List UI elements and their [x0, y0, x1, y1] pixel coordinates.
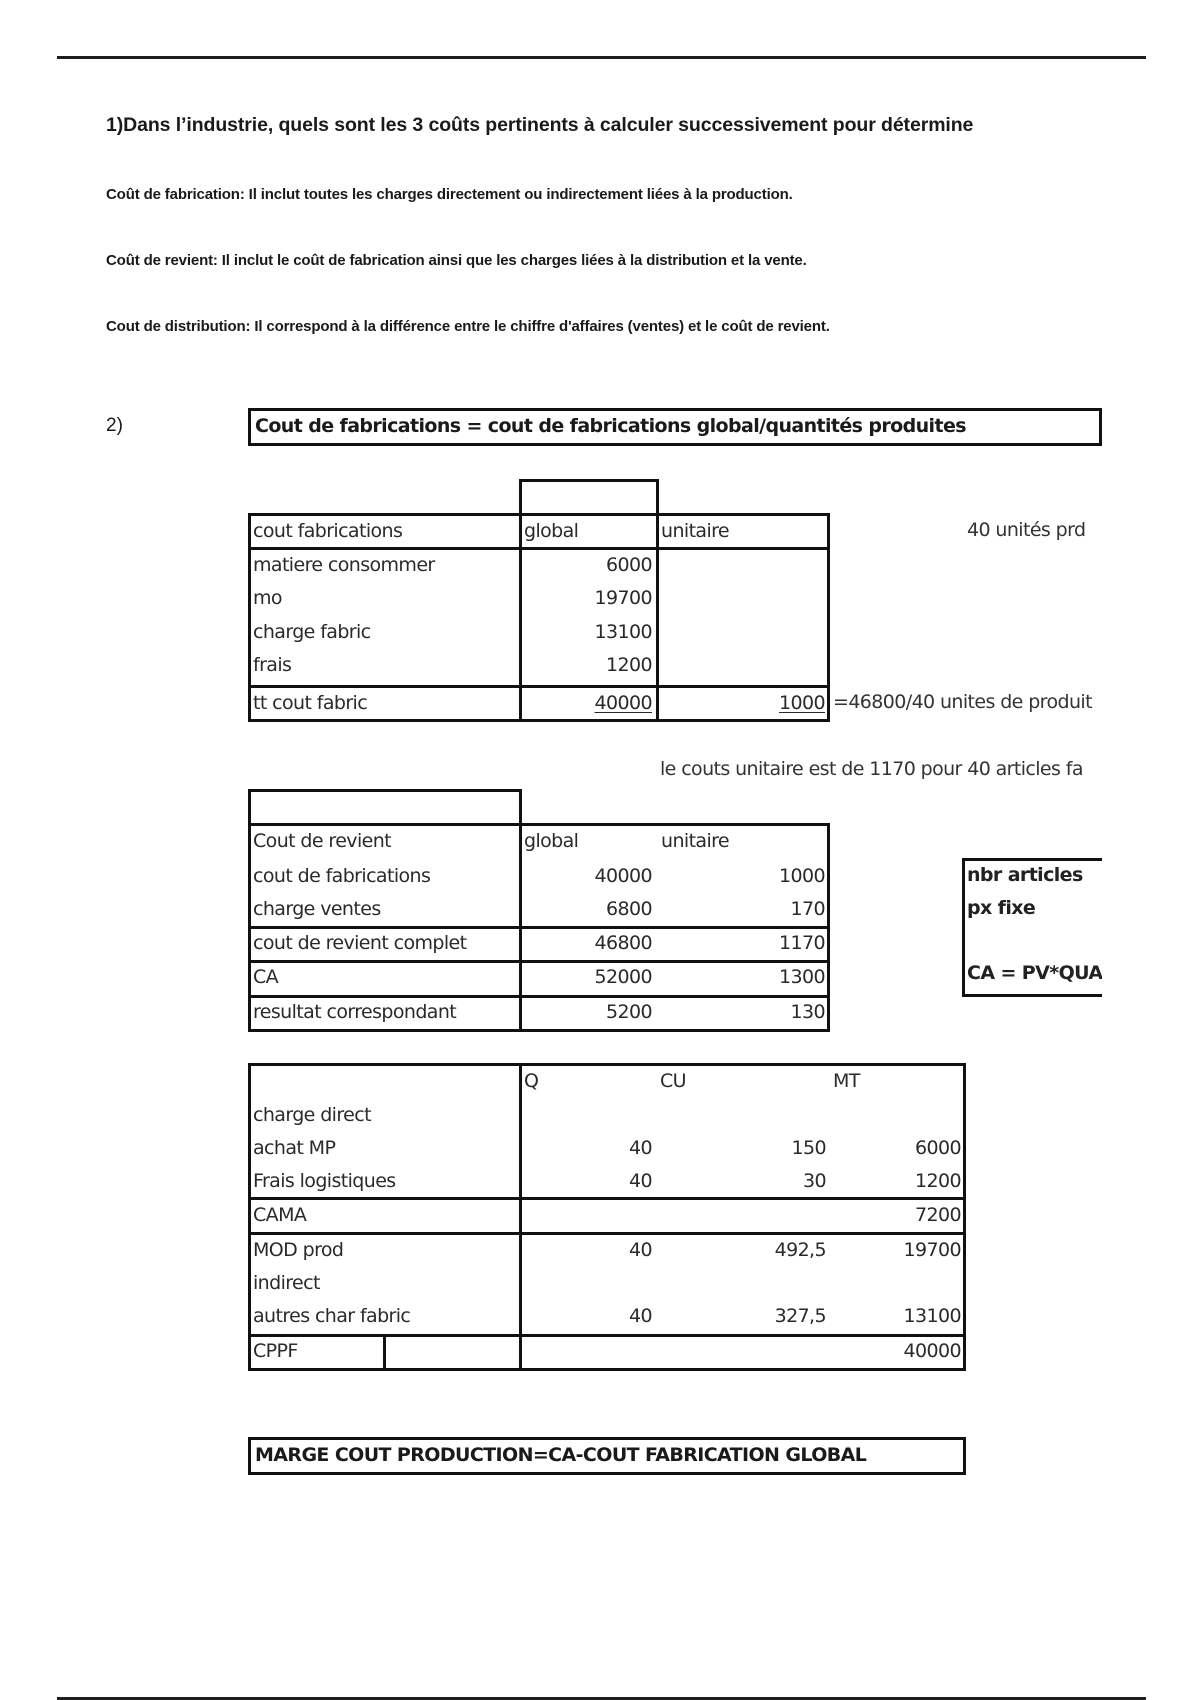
row-divider: [248, 1334, 966, 1337]
row-mt: 7200: [915, 1204, 961, 1226]
row-unitaire: 1170: [779, 932, 825, 954]
header-label: cout fabrications: [253, 520, 403, 542]
row-global: 46800: [594, 932, 652, 954]
box-bottom-border: [962, 994, 1102, 997]
header-rule: [57, 56, 1146, 59]
definition-cout-distribution: Cout de distribution: Il correspond à la différence entre le chiffre d'affaires (ventes) et le coût de revient.: [106, 318, 830, 335]
empty-header-box: [519, 479, 659, 516]
row-mt: 13100: [903, 1305, 961, 1327]
row-unitaire: 1000: [779, 865, 825, 887]
row-unitaire: 130: [790, 1001, 825, 1023]
header-divider: [248, 547, 830, 550]
row-unitaire: 170: [790, 898, 825, 920]
ca-formula-label: CA = PV*QUA: [967, 962, 1102, 984]
unit-cost-note: le couts unitaire est de 1170 pour 40 articles fa: [660, 758, 1083, 780]
row-label: cout de revient complet: [253, 932, 467, 954]
definition-cout-fabrication: Coût de fabrication: Il inclut toutes les charges directement ou indirectement liées à la production.: [106, 186, 793, 203]
cppf-inner-divider: [383, 1334, 386, 1371]
row-q: 40: [629, 1305, 652, 1327]
cost-formula-box: Cout de fabrications = cout de fabrications global/quantités produites: [248, 408, 1102, 446]
total-divider: [248, 685, 830, 688]
row-cu: 30: [803, 1170, 826, 1192]
row-divider: [248, 1197, 966, 1200]
header-cu: CU: [660, 1070, 686, 1092]
box-top-border: [962, 858, 1102, 861]
row-label: achat MP: [253, 1137, 336, 1159]
row-q: 40: [629, 1137, 652, 1159]
row-label: frais: [253, 654, 292, 676]
row-mt: 19700: [903, 1239, 961, 1261]
row-label: Frais logistiques: [253, 1170, 396, 1192]
box-left-border: [962, 858, 965, 997]
row-label: MOD prod: [253, 1239, 344, 1261]
row-label: indirect: [253, 1272, 320, 1294]
row-divider: [248, 926, 830, 929]
row-q: 40: [629, 1239, 652, 1261]
row-label: charge ventes: [253, 898, 381, 920]
row-global: 40000: [594, 865, 652, 887]
row-cu: 327,5: [774, 1305, 826, 1327]
row-global: 13100: [594, 621, 652, 643]
row-label: CA: [253, 966, 279, 988]
px-fixe-label: px fixe: [967, 897, 1036, 919]
row-q: 40: [629, 1170, 652, 1192]
total-unitaire: 1000: [779, 692, 825, 714]
row-divider: [248, 960, 830, 963]
row-global: 6800: [606, 898, 652, 920]
header-global: global: [524, 830, 579, 852]
row-mt: 40000: [903, 1340, 961, 1362]
row-label: resultat correspondant: [253, 1001, 457, 1023]
units-note: 40 unités prd: [967, 519, 1086, 541]
row-global: 1200: [606, 654, 652, 676]
margin-formula-box: MARGE COUT PRODUCTION=CA-COUT FABRICATION GLOBAL: [248, 1437, 966, 1475]
row-divider: [248, 1232, 966, 1235]
definition-cout-revient: Coût de revient: Il inclut le coût de fabrication ainsi que les charges liées à la distribution et la vente.: [106, 252, 807, 269]
row-label: cout de fabrications: [253, 865, 431, 887]
row-global: 6000: [606, 554, 652, 576]
header-q: Q: [524, 1070, 539, 1092]
header-label: Cout de revient: [253, 830, 391, 852]
empty-header-box: [248, 789, 522, 826]
row-label: matiere consommer: [253, 554, 435, 576]
row-label: CPPF: [253, 1340, 298, 1362]
row-cu: 150: [791, 1137, 826, 1159]
header-mt: MT: [833, 1070, 860, 1092]
formula-note: =46800/40 unites de produit: [833, 691, 1092, 713]
row-divider: [248, 995, 830, 998]
row-global: 19700: [594, 587, 652, 609]
row-global: 52000: [594, 966, 652, 988]
row-mt: 1200: [915, 1170, 961, 1192]
row-cu: 492,5: [774, 1239, 826, 1261]
nbr-articles-label: nbr articles: [967, 864, 1083, 886]
header-global: global: [524, 520, 579, 542]
question-2-label: 2): [106, 415, 123, 436]
row-label: charge fabric: [253, 621, 371, 643]
header-unitaire: unitaire: [661, 520, 730, 542]
row-label: autres char fabric: [253, 1305, 411, 1327]
row-label: CAMA: [253, 1204, 307, 1226]
row-unitaire: 1300: [779, 966, 825, 988]
total-global: 40000: [594, 692, 652, 714]
row-mt: 6000: [915, 1137, 961, 1159]
row-label: charge direct: [253, 1104, 371, 1126]
column-divider: [519, 1063, 522, 1371]
question-1-title: 1)Dans l’industrie, quels sont les 3 coûts pertinents à calculer successivement pour détermine: [106, 114, 974, 136]
header-unitaire: unitaire: [661, 830, 730, 852]
row-global: 5200: [606, 1001, 652, 1023]
row-label: mo: [253, 587, 282, 609]
total-label: tt cout fabric: [253, 692, 368, 714]
